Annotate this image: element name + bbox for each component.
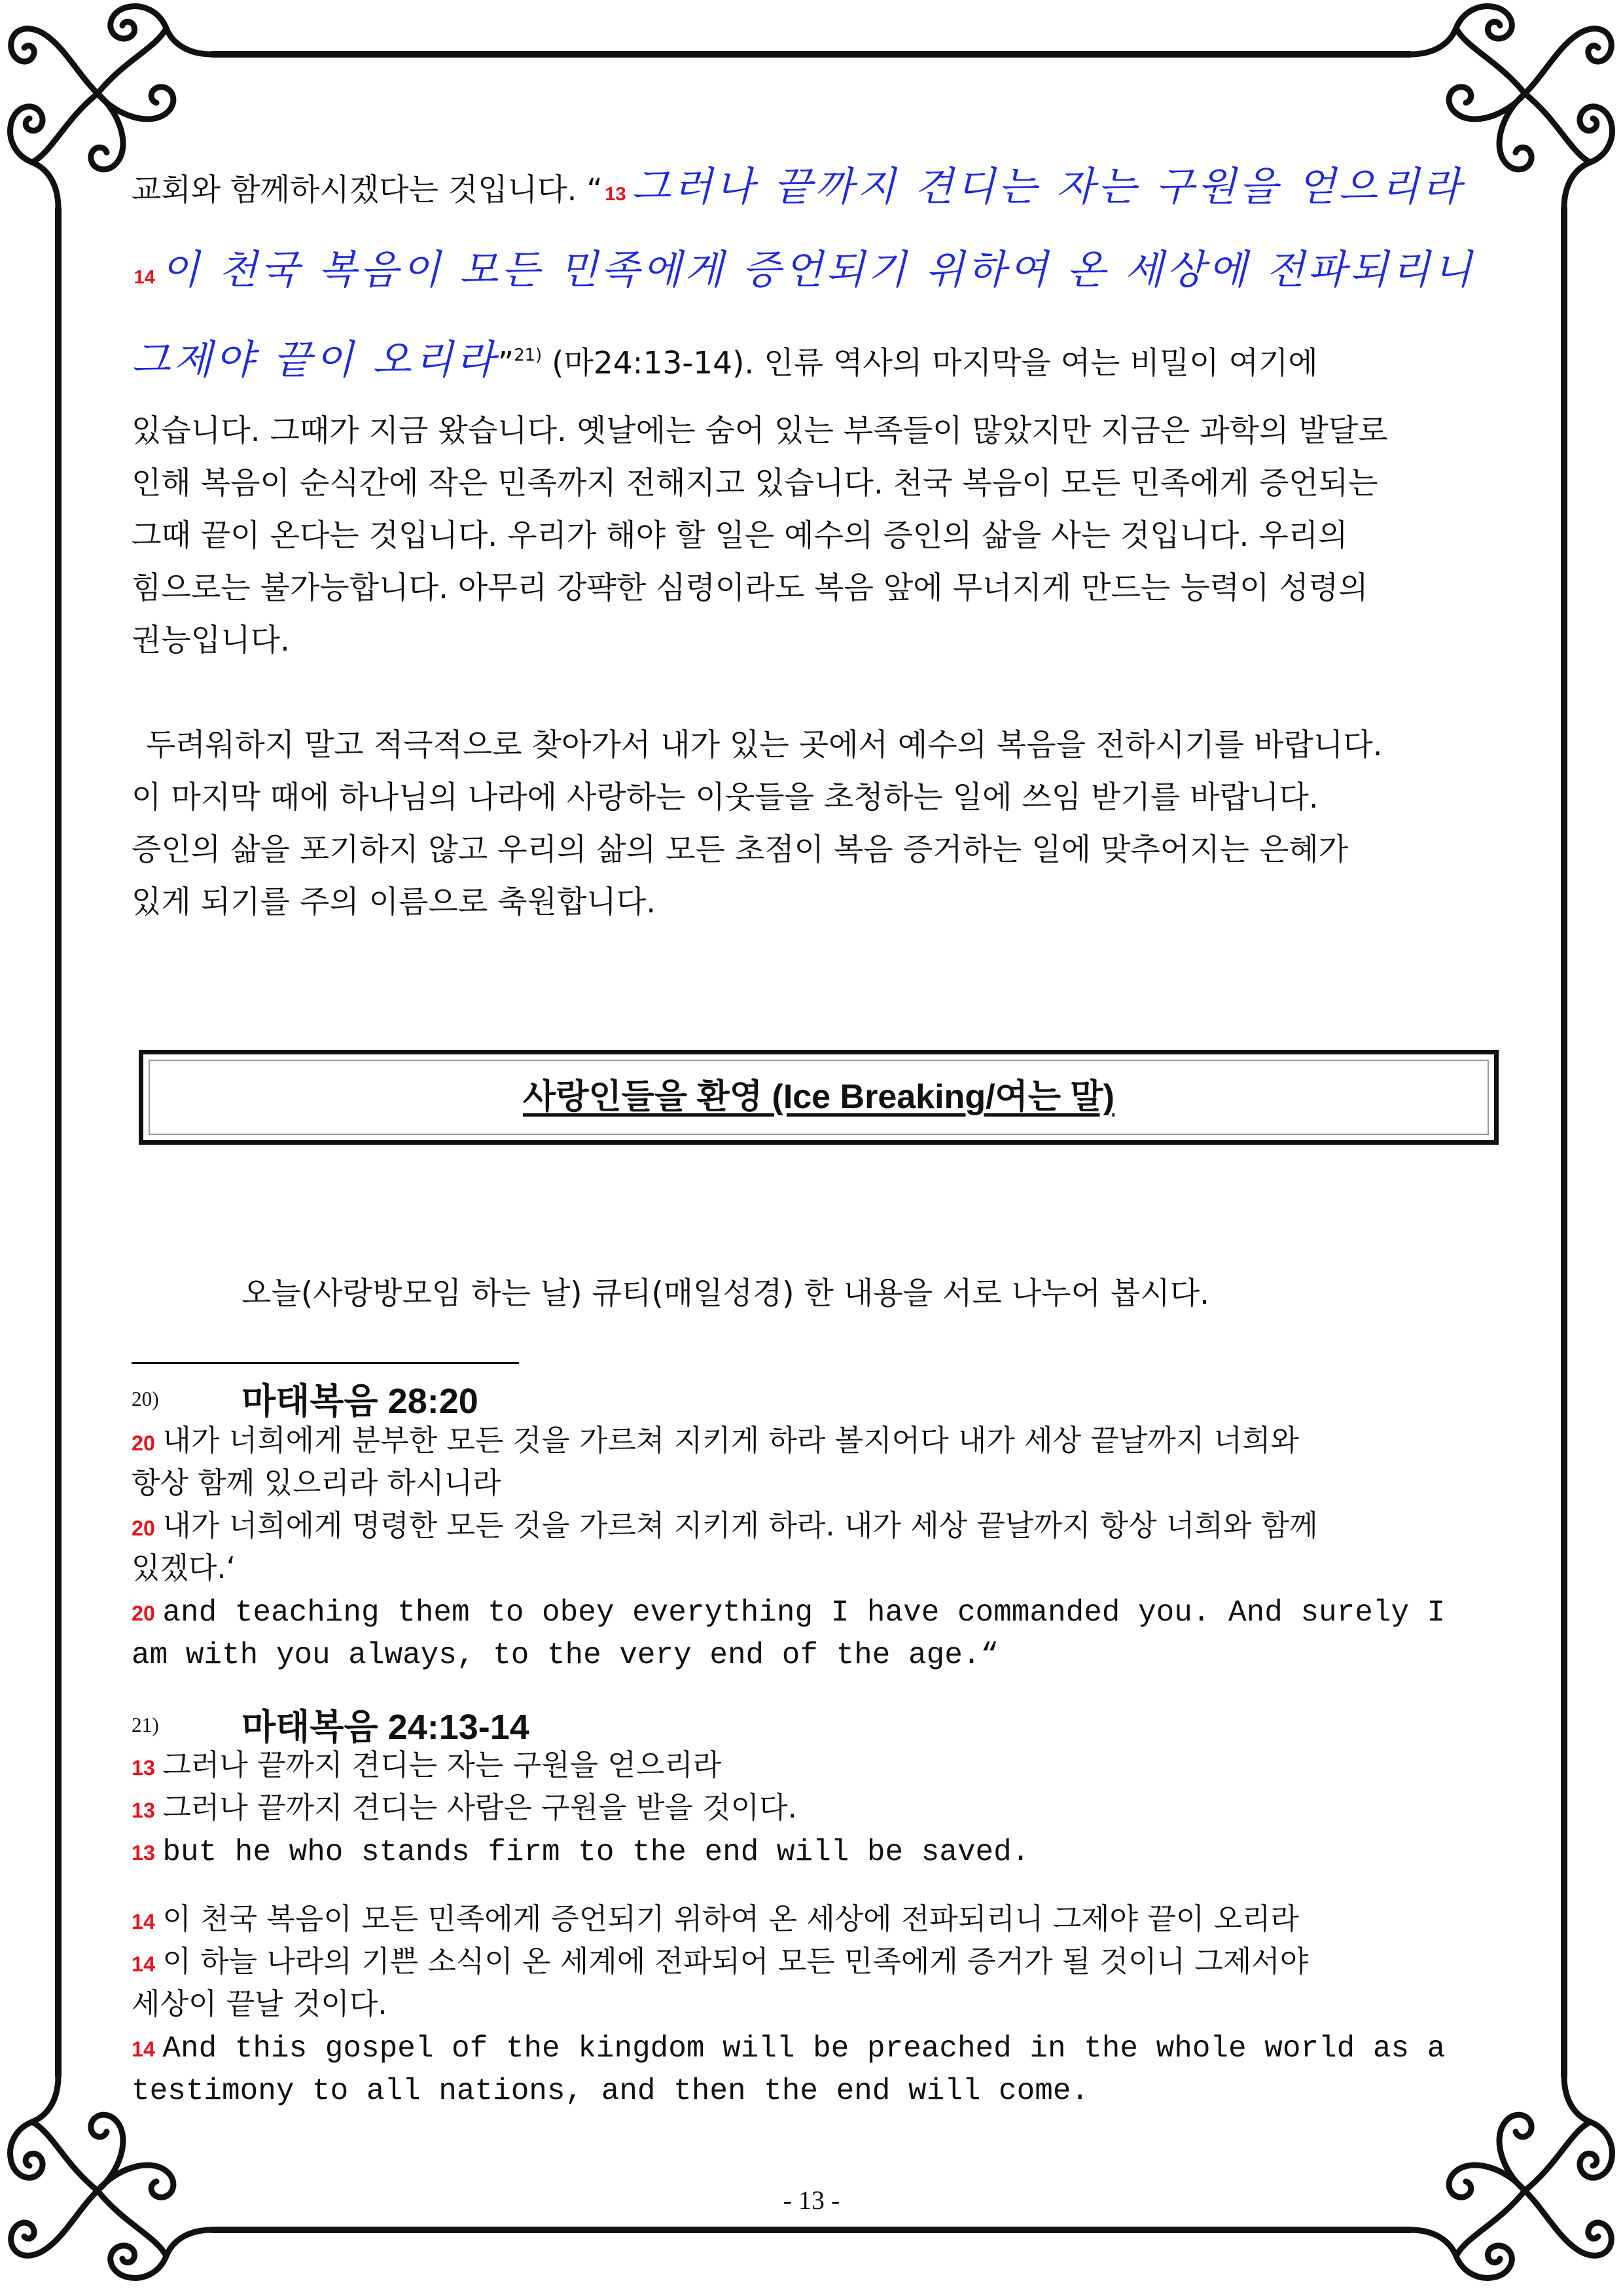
verse-number: 20 [132, 1431, 156, 1455]
verse-number: 14 [134, 267, 155, 288]
verse-number: 14 [132, 2037, 156, 2061]
paragraph-2-line: 증인의 삶을 포기하지 않고 우리의 삶의 모든 초점이 복음 증거하는 일에 맞추어지는 은혜가 [132, 832, 1349, 868]
paragraph-1-line: 인해 복음이 순식간에 작은 민족까지 전해지고 있습니다. 천국 복음이 모든 민족에게 증언되는 [132, 465, 1378, 501]
verse-number: 13 [132, 1756, 156, 1780]
footnote-line [132, 1786, 1493, 1829]
verse-number: 13 [605, 184, 626, 205]
footnote-line [132, 1462, 1493, 1504]
footnote-header [132, 1702, 1493, 1748]
footnote-text: 이 하늘 나라의 기쁜 소식이 온 세계에 전파되어 모든 민족에게 증거가 될 것이니 그제서야 [162, 1944, 1309, 1979]
footnote-text-english: am with you always, to the very end of the age.“ [132, 1638, 999, 1672]
intro-line-2 [132, 230, 1493, 311]
footnote-separator [132, 1362, 519, 1364]
footnote-text: 있겠다.‘ [132, 1551, 236, 1585]
intro-text: 교회와 함께하시겠다는 것입니다. “ [132, 172, 603, 208]
footnote-text: 그러나 끝까지 견디는 자는 구원을 얻으리라 [162, 1748, 722, 1782]
section-title: 사랑인들을 환영 (Ice Breaking/여는 말) [522, 1078, 1115, 1116]
paragraph-2-line: 두려워하지 말고 적극적으로 찾아가서 내가 있는 곳에서 예수의 복음을 전하시기를 바랍니다. [146, 727, 1383, 763]
verse-number: 20 [132, 1602, 156, 1625]
footnote-text: 항상 함께 있으리라 하시니라 [132, 1465, 501, 1500]
footnote-line [132, 2068, 1493, 2110]
footnote-text-english: and teaching them to obey everything I have commanded you. And surely I [162, 1596, 1446, 1630]
intro-line-3 [132, 315, 1493, 396]
paragraph-2-line: 이 마지막 때에 하나님의 나라에 사랑하는 이웃들을 초청하는 일에 쓰임 받기를 바랍니다. [132, 780, 1319, 816]
paragraph-1-line: 그때 끝이 온다는 것입니다. 우리가 해야 할 일은 예수의 증인의 삶을 사는 것입니다. 우리의 [132, 518, 1348, 554]
footnote-text-english: but he who stands firm to the end will be saved. [162, 1835, 1030, 1869]
footnote-marker: 20) [132, 1388, 159, 1410]
verse-number: 13 [132, 1841, 156, 1865]
footnote-line [132, 1632, 1493, 1674]
footnote-line [132, 1940, 1493, 1982]
paragraph-1-line: 권능입니다. [132, 622, 290, 658]
footnote-title: 마태복음 24:13-14 [241, 1707, 529, 1747]
intro-line-1 [132, 147, 1493, 228]
footnote-text: 내가 너희에게 분부한 모든 것을 가르쳐 지키게 하라 볼지어다 내가 세상 끝날까지 너희와 [162, 1423, 1299, 1458]
verse-number: 20 [132, 1516, 156, 1540]
footnote-text-english: And this gospel of the kingdom will be preached in the whole world as a [162, 2032, 1446, 2066]
highlighted-verse: 그제야 끝이 오리라 [132, 336, 498, 384]
footnote-line [132, 1829, 1493, 1871]
verse-number: 14 [132, 1910, 156, 1933]
highlighted-verse: 이 천국 복음이 모든 민족에게 증언되기 위하여 온 세상에 전파되리니 [160, 247, 1475, 293]
intro-text: (마24:13-14). 인류 역사의 마지막을 여는 비밀이 여기에 [542, 345, 1318, 382]
footnote-title: 마태복음 28:20 [241, 1381, 478, 1421]
paragraph-1-line: 있습니다. 그때가 지금 왔습니다. 옛날에는 숨어 있는 부족들이 많았지만 지금은 과학의 발달로 [132, 413, 1388, 449]
paragraph-2-line: 있게 되기를 주의 이름으로 축원합니다. [132, 884, 656, 920]
footnote-text-english: testimony to all nations, and then the end will come. [132, 2074, 1090, 2108]
footnote-reference: 21) [514, 346, 543, 365]
section-title-box [139, 1050, 1499, 1145]
page-number: - 13 - [783, 2185, 840, 2215]
discussion-prompt: 오늘(사랑방모임 하는 날) 큐티(매일성경) 한 내용을 서로 나누어 봅시다. [241, 1276, 1210, 1312]
footnote-line [132, 1897, 1493, 1940]
footnote-line [132, 1744, 1493, 1786]
verse-number: 13 [132, 1799, 156, 1822]
footnote-line [132, 2025, 1493, 2068]
footnote-text: 내가 너희에게 명령한 모든 것을 가르쳐 지키게 하라. 내가 세상 끝날까지 항상 너희와 함께 [162, 1508, 1318, 1543]
footnote-text: 그러나 끝까지 견디는 사람은 구원을 받을 것이다. [162, 1790, 797, 1825]
footnote-text: 이 천국 복음이 모든 민족에게 증언되기 위하여 온 세상에 전파되리니 그제야 끝이 오리라 [162, 1901, 1299, 1936]
footnote-line [132, 1504, 1493, 1547]
footnote-line [132, 1547, 1493, 1589]
footnote-line [132, 1589, 1493, 1632]
footnote-line [132, 1982, 1493, 2025]
footnote-marker: 21) [132, 1713, 159, 1736]
footnote-line [132, 1419, 1493, 1462]
closing-quote: ” [497, 345, 514, 382]
footnote-header [132, 1376, 1493, 1422]
paragraph-1-line: 힘으로는 불가능합니다. 아무리 강퍅한 심령이라도 복음 앞에 무너지게 만드는 능력이 성령의 [132, 570, 1368, 606]
footnote-text: 세상이 끝날 것이다. [132, 1986, 387, 2021]
verse-number: 14 [132, 1952, 156, 1976]
highlighted-verse: 그러나 끝까지 견디는 자는 구원을 얻으리라 [632, 164, 1465, 210]
